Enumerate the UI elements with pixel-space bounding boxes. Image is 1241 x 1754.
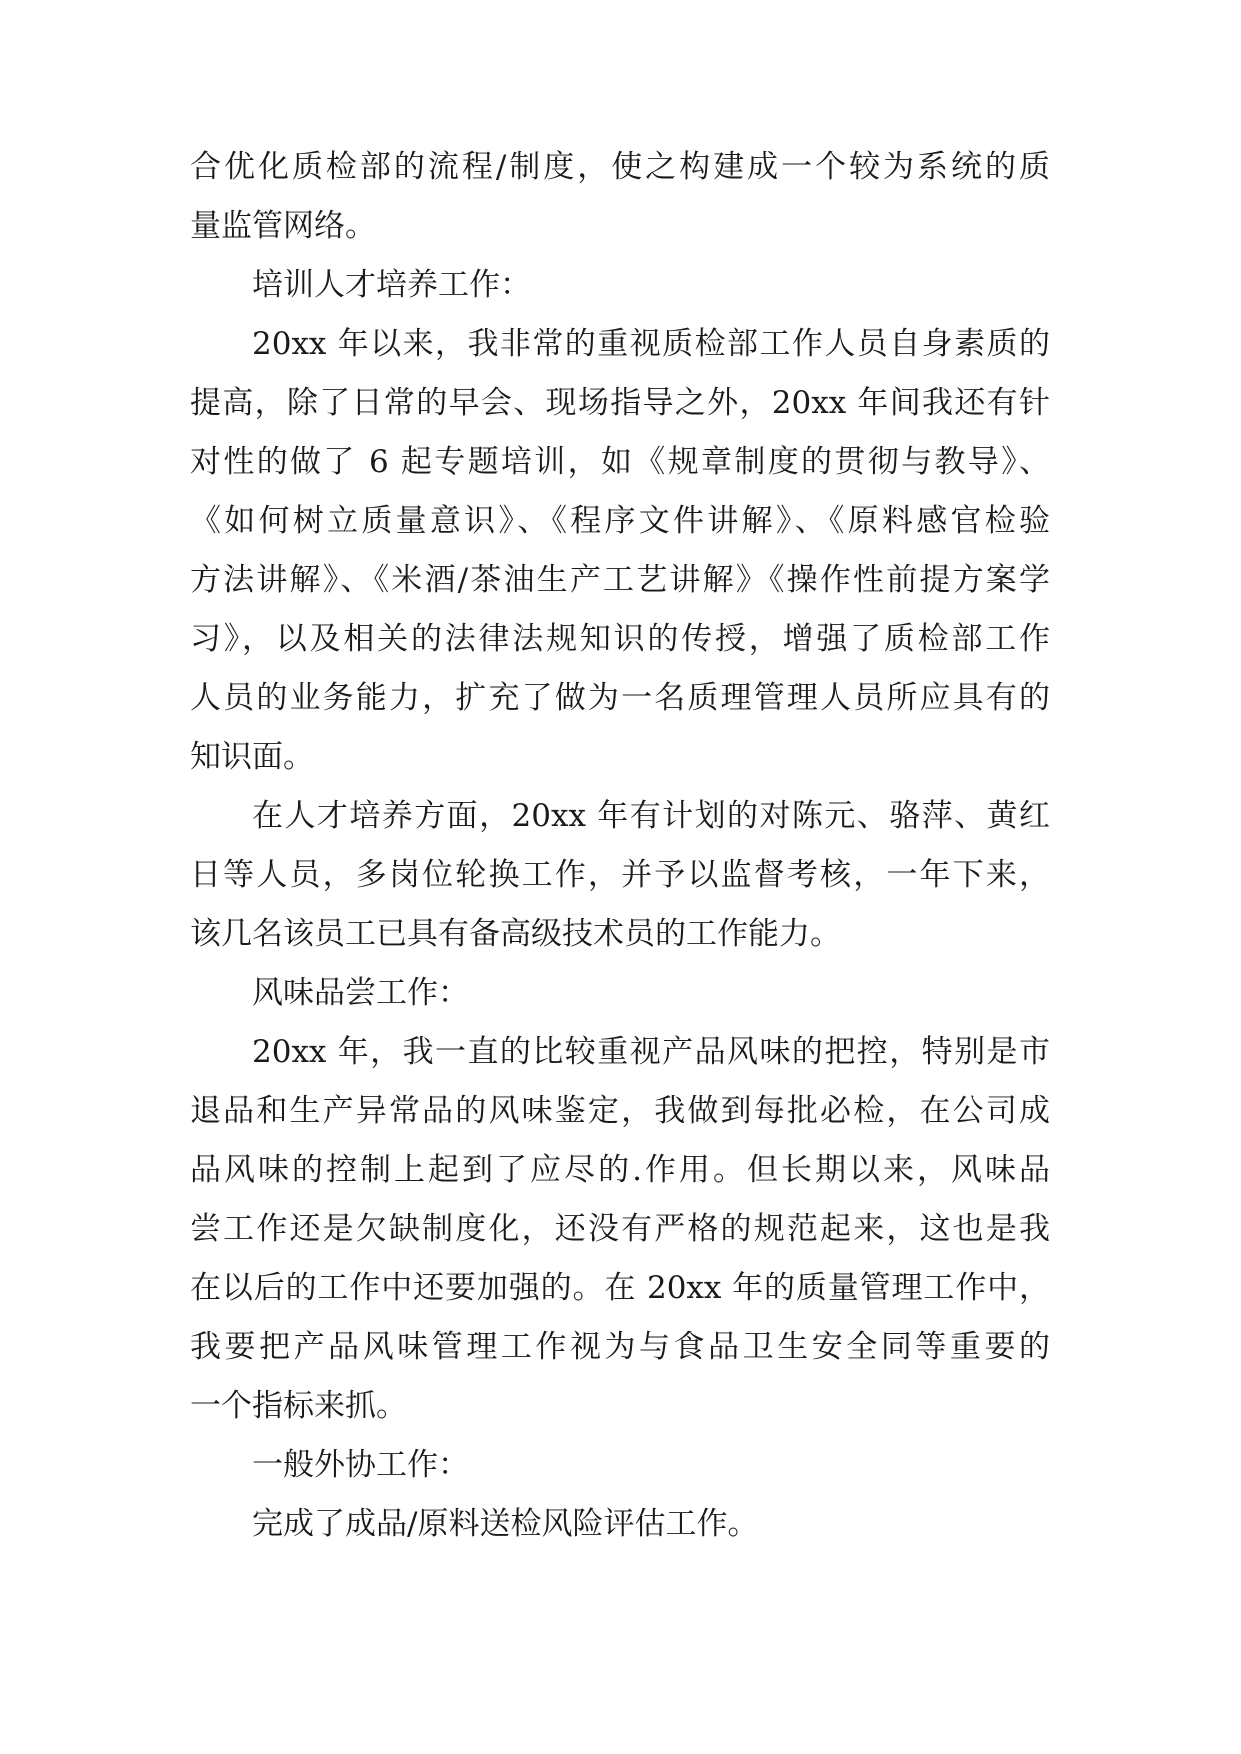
text-line: 日等人员，多岗位轮换工作，并予以监督考核，一年下来， — [190, 857, 1050, 893]
text-line: 尝工作还是欠缺制度化，还没有严格的规范起来，这也是我 — [190, 1211, 1050, 1247]
text-line: 人员的业务能力，扩充了做为一名质理管理人员所应具有的 — [190, 680, 1050, 716]
text-line: 品风味的控制上起到了应尽的.作用。但长期以来，风味品 — [190, 1152, 1050, 1188]
text-line: 在以后的工作中还要加强的。在 20xx 年的质量管理工作中， — [190, 1270, 1050, 1306]
text-line: 20xx 年，我一直的比较重视产品风味的把控，特别是市 — [252, 1034, 1050, 1070]
text-line: 习》，以及相关的法律法规知识的传授，增强了质检部工作 — [190, 621, 1050, 657]
text-line: 退品和生产异常品的风味鉴定，我做到每批必检，在公司成 — [190, 1093, 1050, 1129]
section-heading: 培训人才培养工作： — [252, 267, 531, 303]
text-line: 方法讲解》、《米酒/茶油生产工艺讲解》《操作性前提方案学 — [190, 562, 1050, 598]
text-line: 知识面。 — [190, 739, 314, 775]
section-heading: 风味品尝工作： — [252, 975, 469, 1011]
section-heading: 一般外协工作： — [252, 1447, 469, 1483]
text-line: 20xx 年以来，我非常的重视质检部工作人员自身素质的 — [252, 326, 1050, 362]
text-line: 对性的做了 6 起专题培训，如《规章制度的贯彻与教导》、 — [190, 444, 1050, 480]
text-line: 我要把产品风味管理工作视为与食品卫生安全同等重要的 — [190, 1329, 1050, 1365]
text-line: 量监管网络。 — [190, 208, 376, 244]
text-line: 提高，除了日常的早会、现场指导之外，20xx 年间我还有针 — [190, 385, 1050, 421]
text-line: 《如何树立质量意识》、《程序文件讲解》、《原料感官检验 — [190, 503, 1050, 539]
text-line: 一个指标来抓。 — [190, 1388, 407, 1424]
text-line: 完成了成品/原料送检风险评估工作。 — [252, 1506, 759, 1542]
text-line: 合优化质检部的流程/制度，使之构建成一个较为系统的质 — [190, 149, 1050, 185]
text-line: 在人才培养方面，20xx 年有计划的对陈元、骆萍、黄红 — [252, 798, 1050, 834]
text-line: 该几名该员工已具有备高级技术员的工作能力。 — [190, 916, 841, 952]
